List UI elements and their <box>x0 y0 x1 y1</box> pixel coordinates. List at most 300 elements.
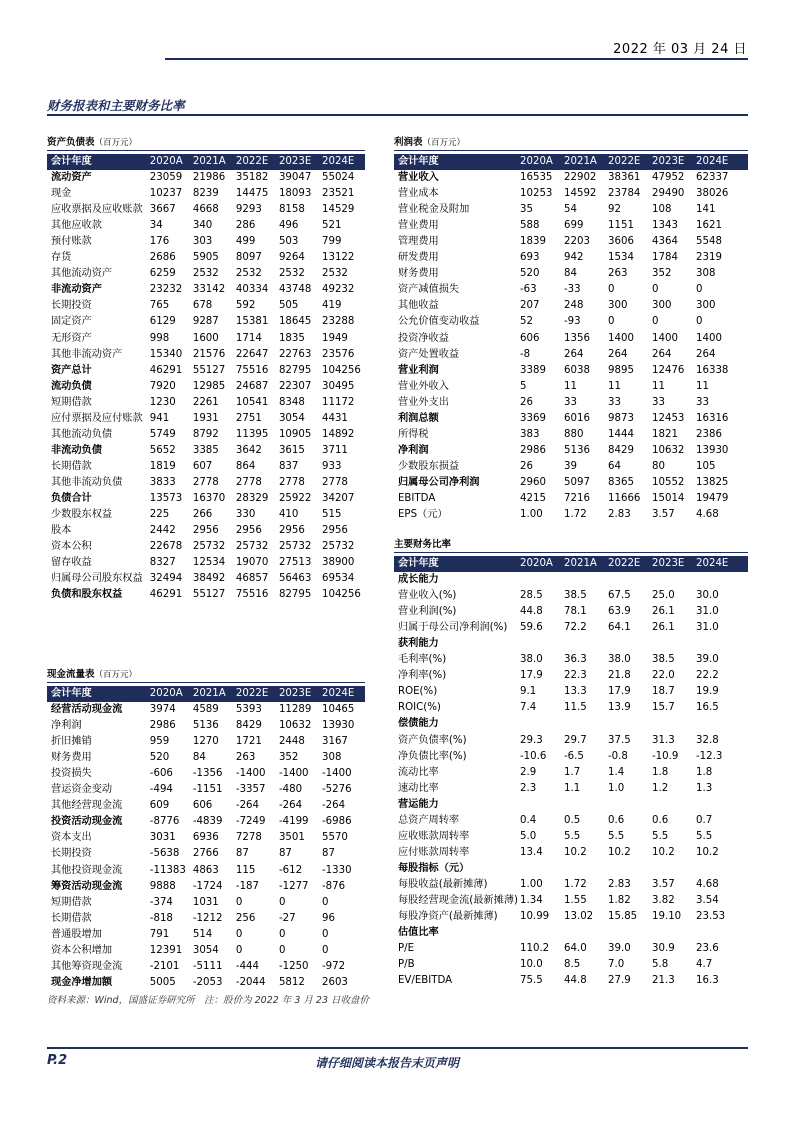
income-statement-table <box>394 136 748 523</box>
cell-value: 84 <box>564 268 577 280</box>
cell-value: 256 <box>235 912 256 924</box>
cell-value: 110.2 <box>520 943 550 955</box>
cell-value: 8.5 <box>564 959 581 971</box>
table-row <box>394 765 748 781</box>
table-row <box>47 491 365 507</box>
cell-value: -494 <box>149 784 173 796</box>
row-label: 应付票据及应付账款 <box>51 412 143 424</box>
cell-value: 25732 <box>192 541 226 553</box>
table-title-text: 主要财务比率 <box>394 539 452 550</box>
cell-value: 1400 <box>652 332 678 344</box>
cell-value <box>564 797 608 813</box>
cell-value: 1.72 <box>564 509 587 521</box>
cell-value: 7.4 <box>520 702 537 714</box>
row-label: 营业利润 <box>398 364 439 376</box>
cell-value: 352 <box>278 752 299 764</box>
table-row <box>394 845 748 861</box>
cell-value: 27.9 <box>608 975 631 987</box>
table-row <box>47 314 365 330</box>
cell-value: -374 <box>149 896 173 908</box>
cell-value: 10253 <box>520 188 553 200</box>
cell-value: 520 <box>149 752 170 764</box>
cell-value: -876 <box>321 880 346 892</box>
financial-ratios-table <box>394 538 748 989</box>
header-label: 会计年度 <box>51 156 92 167</box>
cell-value: 941 <box>149 412 170 424</box>
cell-value: 1949 <box>321 332 348 344</box>
row-label: 其他非流动负债 <box>51 476 123 488</box>
cell-value: 23288 <box>321 316 355 328</box>
cell-value <box>608 636 652 652</box>
table-row <box>394 861 748 877</box>
header-year: 2024E <box>321 156 355 167</box>
row-label: 资产负债率(%) <box>398 734 467 746</box>
cell-value: 6259 <box>149 268 176 280</box>
cell-value: 96 <box>321 912 335 924</box>
cell-value: 0.6 <box>608 814 625 826</box>
cell-value: 5812 <box>278 976 305 988</box>
cell-value: 28329 <box>235 492 269 504</box>
cell-value: 514 <box>192 928 213 940</box>
report-date: 2022 年 03 月 24 日 <box>613 42 747 57</box>
table-row <box>394 652 748 668</box>
cell-value: -2101 <box>149 960 180 972</box>
cell-value: 4364 <box>652 236 678 248</box>
cell-value: 1835 <box>278 332 305 344</box>
row-label: 其他流动资产 <box>51 268 113 280</box>
disclaimer-text: 请仔细阅读本报告末页声明 <box>315 1056 460 1070</box>
cell-value: 104256 <box>321 589 361 601</box>
cell-value: 29490 <box>652 188 685 200</box>
row-label: 每股指标（元） <box>398 862 470 874</box>
cell-value: 21.8 <box>608 670 631 682</box>
cell-value: 44.8 <box>564 975 587 987</box>
cell-value: 3389 <box>520 364 546 376</box>
cash-flow-table <box>47 668 365 991</box>
cell-value: 38492 <box>192 573 226 585</box>
cell-value <box>652 636 696 652</box>
cell-value: 17.9 <box>520 670 543 682</box>
cell-value: 55127 <box>192 364 226 376</box>
cell-value: 0 <box>652 284 659 296</box>
cell-value: 5749 <box>149 428 176 440</box>
cell-value: 606 <box>192 800 213 812</box>
cell-value: -972 <box>321 960 346 972</box>
cell-value: 1821 <box>652 428 678 440</box>
cell-value: 264 <box>652 348 672 360</box>
row-label: 少数股东权益 <box>51 509 113 521</box>
table-row <box>47 331 365 347</box>
table-row <box>47 571 365 587</box>
row-label: EPS（元） <box>398 509 448 521</box>
cell-value: 2986 <box>520 444 546 456</box>
row-label: 总资产周转率 <box>398 814 460 826</box>
cell-value: 942 <box>564 252 584 264</box>
cell-value: -2044 <box>235 976 266 988</box>
cell-value: 11395 <box>235 428 269 440</box>
cell-value: 2766 <box>192 848 219 860</box>
cell-value: 14529 <box>321 204 355 216</box>
cell-value: 9293 <box>235 204 262 216</box>
cell-value: 3501 <box>278 832 305 844</box>
table-row <box>47 507 365 523</box>
table-row <box>394 234 748 250</box>
cell-value: 0.7 <box>696 814 713 826</box>
row-label: 负债合计 <box>51 492 92 504</box>
cell-value: 15381 <box>235 316 269 328</box>
cell-value <box>520 861 564 877</box>
table-row <box>47 395 365 411</box>
row-label: 其他收益 <box>398 300 439 312</box>
row-label: 获利能力 <box>398 638 439 650</box>
row-label: 营业税金及附加 <box>398 204 470 216</box>
cell-value: 1.4 <box>608 766 625 778</box>
cell-value: 15.85 <box>608 911 638 923</box>
cell-value: 2778 <box>235 476 262 488</box>
header-year: 2021A <box>192 156 226 167</box>
cell-value: 5136 <box>564 444 590 456</box>
row-label: P/B <box>398 959 415 971</box>
cell-value: 5.5 <box>696 830 713 842</box>
cell-value: 10632 <box>278 720 312 732</box>
cell-value <box>564 716 608 732</box>
cell-value: -1724 <box>192 880 223 892</box>
cell-value <box>520 925 564 941</box>
cell-value <box>608 925 652 941</box>
cell-value: 1.34 <box>520 894 543 906</box>
cell-value: -1400 <box>321 768 352 780</box>
cell-value: 13.3 <box>564 686 587 698</box>
row-label: 归属母公司股东权益 <box>51 573 143 585</box>
cell-value: 11666 <box>608 492 641 504</box>
cell-value: -11383 <box>149 864 186 876</box>
table-row <box>394 973 748 989</box>
row-label: 营运能力 <box>398 798 439 810</box>
row-label: 其他流动负债 <box>51 428 113 440</box>
table-row <box>47 347 365 363</box>
cell-value: -5276 <box>321 784 352 796</box>
cell-value: 69534 <box>321 573 355 585</box>
table-row <box>394 282 748 298</box>
cell-value: 13930 <box>696 444 729 456</box>
table-row <box>47 943 365 959</box>
cell-value: 592 <box>235 300 256 312</box>
row-label: 长期借款 <box>51 912 92 924</box>
cell-value: 39.0 <box>696 654 719 666</box>
cell-value: 23576 <box>321 348 355 360</box>
header-year: 2021A <box>564 558 597 569</box>
cell-value: 39047 <box>278 172 312 184</box>
row-label: 短期借款 <box>51 896 92 908</box>
table-unit: （百万元） <box>94 670 138 680</box>
cell-value: 1621 <box>696 220 722 232</box>
table-row <box>47 170 365 186</box>
cell-value: 791 <box>149 928 170 940</box>
cell-value: 0.4 <box>520 814 537 826</box>
cell-value: 18093 <box>278 188 312 200</box>
table-row <box>47 846 365 862</box>
table-row <box>47 798 365 814</box>
cell-value: 21986 <box>192 172 226 184</box>
row-label: 归属母公司净利润 <box>398 476 480 488</box>
cell-value: 1784 <box>652 252 678 264</box>
cell-value: 38.5 <box>652 654 675 666</box>
cell-value: 14892 <box>321 428 355 440</box>
cell-value: 25922 <box>278 492 312 504</box>
cell-value: 1534 <box>608 252 634 264</box>
cell-value: 1270 <box>192 736 219 748</box>
table-row <box>47 959 365 975</box>
row-label: 每股经营现金流(最新摊薄) <box>398 894 519 906</box>
row-label: 现金 <box>51 188 72 200</box>
cell-value: -264 <box>235 800 260 812</box>
cell-value: 266 <box>192 509 213 521</box>
row-label: 毛利率(%) <box>398 654 447 666</box>
cell-value: 67.5 <box>608 590 631 602</box>
cell-value: 25732 <box>235 541 269 553</box>
cell-value: 14592 <box>564 188 597 200</box>
cell-value: 18645 <box>278 316 312 328</box>
cell-value: 264 <box>696 348 716 360</box>
row-label: 流动比率 <box>398 766 439 778</box>
cell-value: 1.72 <box>564 878 587 890</box>
row-label: 折旧摊销 <box>51 736 92 748</box>
cell-value: 0 <box>608 284 615 296</box>
cell-value: 7.0 <box>608 959 625 971</box>
section-rule <box>47 114 748 116</box>
cell-value: 3833 <box>149 476 176 488</box>
table-row <box>47 830 365 846</box>
row-label: 资本支出 <box>51 832 92 844</box>
table-row <box>47 475 365 491</box>
cell-value: 3.82 <box>652 894 675 906</box>
cell-value <box>652 572 696 588</box>
cell-value: 0 <box>235 944 243 956</box>
cell-value: 1.00 <box>520 509 543 521</box>
cell-value: 1819 <box>149 460 176 472</box>
cell-value: 35182 <box>235 172 269 184</box>
cell-value: 7920 <box>149 380 176 392</box>
cell-value: 2.3 <box>520 782 537 794</box>
row-label: 投资净收益 <box>398 332 449 344</box>
table-row <box>394 781 748 797</box>
cell-value: -93 <box>564 316 581 328</box>
cell-value: 19.10 <box>652 911 682 923</box>
cell-value: 2.9 <box>520 766 537 778</box>
cell-value: 496 <box>278 220 299 232</box>
table-title-text: 现金流量表 <box>47 669 95 680</box>
cell-value: 30.9 <box>652 943 675 955</box>
cell-value: 25.0 <box>652 590 675 602</box>
cell-value: -1212 <box>192 912 223 924</box>
row-label: 营业外支出 <box>398 396 449 408</box>
cell-value: -6986 <box>321 816 352 828</box>
cell-value: 4863 <box>192 864 219 876</box>
cell-value: -1277 <box>278 880 309 892</box>
row-label: 非流动负债 <box>51 444 102 456</box>
cell-value: 2986 <box>149 720 176 732</box>
table-header-row <box>394 154 748 170</box>
table-row <box>47 298 365 314</box>
cell-value: 36.3 <box>564 654 587 666</box>
cell-value: -63 <box>520 284 537 296</box>
row-label: 净利率(%) <box>398 670 447 682</box>
balance-sheet-table <box>47 136 365 603</box>
cell-value: 0.5 <box>564 814 581 826</box>
row-label: 估值比率 <box>398 927 439 939</box>
cell-value: 2448 <box>278 736 305 748</box>
cell-value: -27 <box>278 912 296 924</box>
row-label: 应付账款周转率 <box>398 846 470 858</box>
header-year: 2024E <box>321 688 355 699</box>
cell-value: 10.2 <box>652 846 675 858</box>
cell-value: 55024 <box>321 172 355 184</box>
cell-value <box>696 861 740 877</box>
cell-value: 3642 <box>235 444 262 456</box>
row-label: 所得税 <box>398 428 429 440</box>
cell-value: 72.2 <box>564 622 587 634</box>
cell-value <box>520 572 564 588</box>
table-row <box>394 813 748 829</box>
cell-value: 263 <box>235 752 256 764</box>
cell-value: 1356 <box>564 332 590 344</box>
cell-value: 11 <box>564 380 577 392</box>
cell-value: 1931 <box>192 412 219 424</box>
cell-value: 1839 <box>520 236 546 248</box>
cell-value: 38900 <box>321 557 355 569</box>
cell-value <box>564 925 608 941</box>
cell-value: 10.99 <box>520 911 550 923</box>
cell-value <box>652 861 696 877</box>
cell-value: 1.0 <box>608 782 625 794</box>
row-label: 营业外收入 <box>398 380 449 392</box>
row-label: 营业成本 <box>398 188 439 200</box>
cell-value: 75.5 <box>520 975 543 987</box>
cell-value: 0 <box>235 896 243 908</box>
cell-value: 3.57 <box>652 509 675 521</box>
table-row <box>47 363 365 379</box>
cell-value: 2203 <box>564 236 590 248</box>
cell-value: 7278 <box>235 832 262 844</box>
cell-value: 2532 <box>321 268 348 280</box>
header-year: 2023E <box>278 156 312 167</box>
row-label: 资本公积 <box>51 541 92 553</box>
table-row <box>394 395 748 411</box>
cell-value: 0 <box>696 316 703 328</box>
row-label: 筹资活动现金流 <box>51 880 123 892</box>
cell-value <box>652 716 696 732</box>
cell-value: 22.0 <box>652 670 675 682</box>
cell-value: 1600 <box>192 332 219 344</box>
cell-value: 15340 <box>149 348 183 360</box>
cell-value: 22.2 <box>696 670 719 682</box>
cell-value: 38.0 <box>520 654 543 666</box>
row-label: 经营活动现金流 <box>51 704 123 716</box>
cell-value: 34 <box>149 220 163 232</box>
cell-value <box>696 925 740 941</box>
row-label: 应收票据及应收账款 <box>51 204 143 216</box>
table-row <box>47 282 365 298</box>
cell-value: 1400 <box>696 332 722 344</box>
cell-value: 5570 <box>321 832 348 844</box>
cell-value: 3031 <box>149 832 176 844</box>
row-label: 资产总计 <box>51 364 92 376</box>
cell-value: 609 <box>149 800 170 812</box>
cell-value: 44.8 <box>520 606 543 618</box>
cell-value <box>608 716 652 732</box>
cell-value: 141 <box>696 204 716 216</box>
row-label: 研发费用 <box>398 252 439 264</box>
cell-value: 64 <box>608 460 621 472</box>
cell-value: 2960 <box>520 476 546 488</box>
source-footnote: 资料来源：Wind，国盛证券研究所 注：股价为 2022 年 3 月 23 日收盘价 <box>47 995 370 1006</box>
table-row <box>47 202 365 218</box>
cell-value: 25732 <box>278 541 312 553</box>
cell-value: 56463 <box>278 573 312 585</box>
row-label: 长期投资 <box>51 300 92 312</box>
cell-value <box>608 861 652 877</box>
table-row <box>394 829 748 845</box>
cell-value: 75516 <box>235 364 269 376</box>
cell-value: 8158 <box>278 204 305 216</box>
cell-value: 11 <box>652 380 665 392</box>
cell-value: 23521 <box>321 188 355 200</box>
cell-value: 87 <box>235 848 249 860</box>
cell-value: 12391 <box>149 944 183 956</box>
cell-value: 75516 <box>235 589 269 601</box>
table-row <box>47 702 365 718</box>
cell-value: -33 <box>564 284 581 296</box>
cell-value: 2442 <box>149 525 176 537</box>
table-row <box>394 893 748 909</box>
cell-value: 1.8 <box>696 766 713 778</box>
table-row <box>394 941 748 957</box>
footer-rule <box>47 1047 748 1049</box>
cell-value: 37.5 <box>608 734 631 746</box>
cell-value: 8097 <box>235 252 262 264</box>
row-label: 负债和股东权益 <box>51 589 123 601</box>
header-rule <box>165 58 748 60</box>
cell-value: -2053 <box>192 976 223 988</box>
cell-value: 13.02 <box>564 911 594 923</box>
row-label: 财务费用 <box>398 268 439 280</box>
header-year: 2023E <box>278 688 312 699</box>
table-row <box>47 427 365 443</box>
table-row <box>47 443 365 459</box>
table-row <box>394 314 748 330</box>
cell-value: 286 <box>235 220 256 232</box>
table-row <box>47 555 365 571</box>
cell-value: -0.8 <box>608 750 628 762</box>
cell-value: 5.5 <box>564 830 581 842</box>
row-label: 长期投资 <box>51 848 92 860</box>
cell-value: 1.00 <box>520 878 543 890</box>
header-year: 2020A <box>520 156 553 167</box>
row-label: 每股收益(最新摊薄) <box>398 878 488 890</box>
cell-value: 33142 <box>192 284 226 296</box>
cell-value: 419 <box>321 300 342 312</box>
cell-value: 5393 <box>235 704 262 716</box>
cell-value: 8348 <box>278 396 305 408</box>
cell-value: 2532 <box>192 268 219 280</box>
cell-value: -8776 <box>149 816 180 828</box>
table-row <box>394 684 748 700</box>
cell-value: 2.83 <box>608 509 631 521</box>
table-title <box>47 668 365 683</box>
table-title-text: 资产负债表 <box>47 137 95 148</box>
cell-value: 300 <box>608 300 628 312</box>
cell-value: 607 <box>192 460 213 472</box>
